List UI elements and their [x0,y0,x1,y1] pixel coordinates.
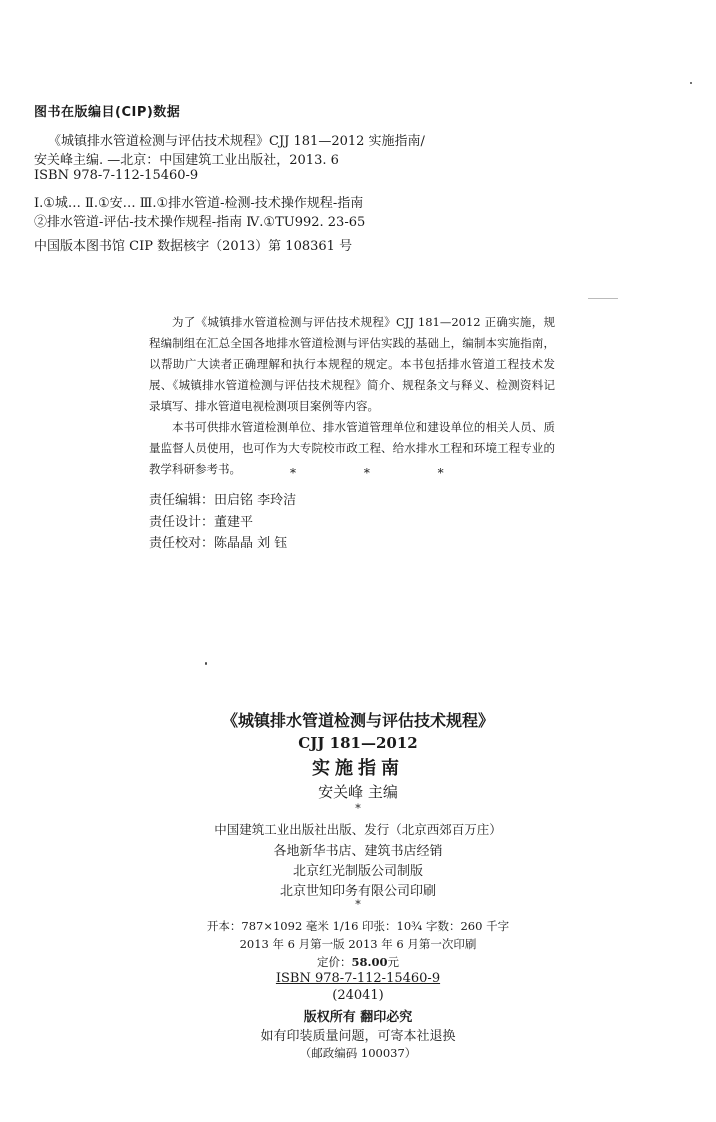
cip-line-title: 《城镇排水管道检测与评估技术规程》CJJ 181—2012 实施指南/ [48,134,425,149]
price-unit: 元 [387,955,399,969]
colophon-serial: (24041) [332,988,384,1003]
description-paragraph-2: 本书可供排水管道检测单位、排水管道管理单位和建设单位的相关人员、质量监督人员使用，也可作为大专院校市政工程、给水排水工程和环境工程专业的教学科研参考书。 [149,420,555,476]
colophon-edition: 2013 年 6 月第一版 2013 年 6 月第一次印刷 [239,937,477,951]
credit-editor: 责任编辑：田启铭 李玲洁 [149,493,297,508]
cip-line-classification-1: Ⅰ.①城… Ⅱ.①安… Ⅲ.①排水管道-检测-技术操作规程-指南 [34,196,364,211]
colophon-rights: 版权所有 翻印必究 [303,1010,413,1025]
cip-line-verification: 中国版本图书馆 CIP 数据核字（2013）第 108361 号 [34,239,353,254]
colophon-return-policy: 如有印装质量问题，可寄本社退换 [260,1029,456,1044]
scan-mark [588,298,618,299]
book-description [149,312,555,480]
cip-heading: 图书在版编目(CIP)数据 [34,105,181,120]
colophon-star-2: * [355,898,361,911]
price-label: 定价： [316,955,352,969]
colophon-price [0,954,716,970]
colophon-code: CJJ 181—2012 [298,734,418,752]
colophon-publisher: 中国建筑工业出版社出版、发行（北京西郊百万庄） [214,822,502,837]
scan-speck [205,662,207,665]
cip-line-isbn: ISBN 978-7-112-15460-9 [34,168,199,183]
isbn-text: ISBN 978-7-112-15460-9 [275,971,441,986]
colophon-distributor: 各地新华书店、建筑书店经销 [273,844,443,859]
colophon-title: 《城镇排水管道检测与评估技术规程》 [221,711,494,730]
colophon-editor: 安关峰 主编 [318,783,398,801]
scan-speck [690,82,692,84]
colophon-subtitle: 实施指南 [312,758,404,779]
section-separator: * * * [290,466,476,480]
cip-line-classification-2: ②排水管道-评估-技术操作规程-指南 Ⅳ.①TU992. 23-65 [34,215,366,230]
colophon-plate-maker: 北京红光制版公司制版 [292,864,423,879]
colophon-star-1: * [355,802,361,815]
colophon-postcode: （邮政编码 100037） [299,1046,417,1060]
colophon-printer: 北京世知印务有限公司印刷 [279,884,436,899]
credit-proofreader: 责任校对：陈晶晶 刘 钰 [149,536,288,551]
colophon-format: 开本：787×1092 毫米 1/16 印张：10¾ 字数：260 千字 [206,919,510,933]
description-paragraph-1: 为了《城镇排水管道检测与评估技术规程》CJJ 181—2012 正确实施，规程编制组在汇总全国各地排水管道检测与评估实践的基础上，编制本实施指南，以帮助广大读者正确理解和执行本规程的规定。本书包括排水管道工程技术发展、《城镇排水管道检测与评估技术规程》简介、规程条文与释义、检测资料记录填写、排水管道电视检测项目案例等内容。 [149,315,555,413]
colophon-isbn [0,971,716,986]
credit-design: 责任设计：董建平 [149,515,254,530]
price-value: 58.00 [351,955,388,969]
cip-line-editor: 安关峰主编. —北京：中国建筑工业出版社，2013. 6 [34,153,339,168]
